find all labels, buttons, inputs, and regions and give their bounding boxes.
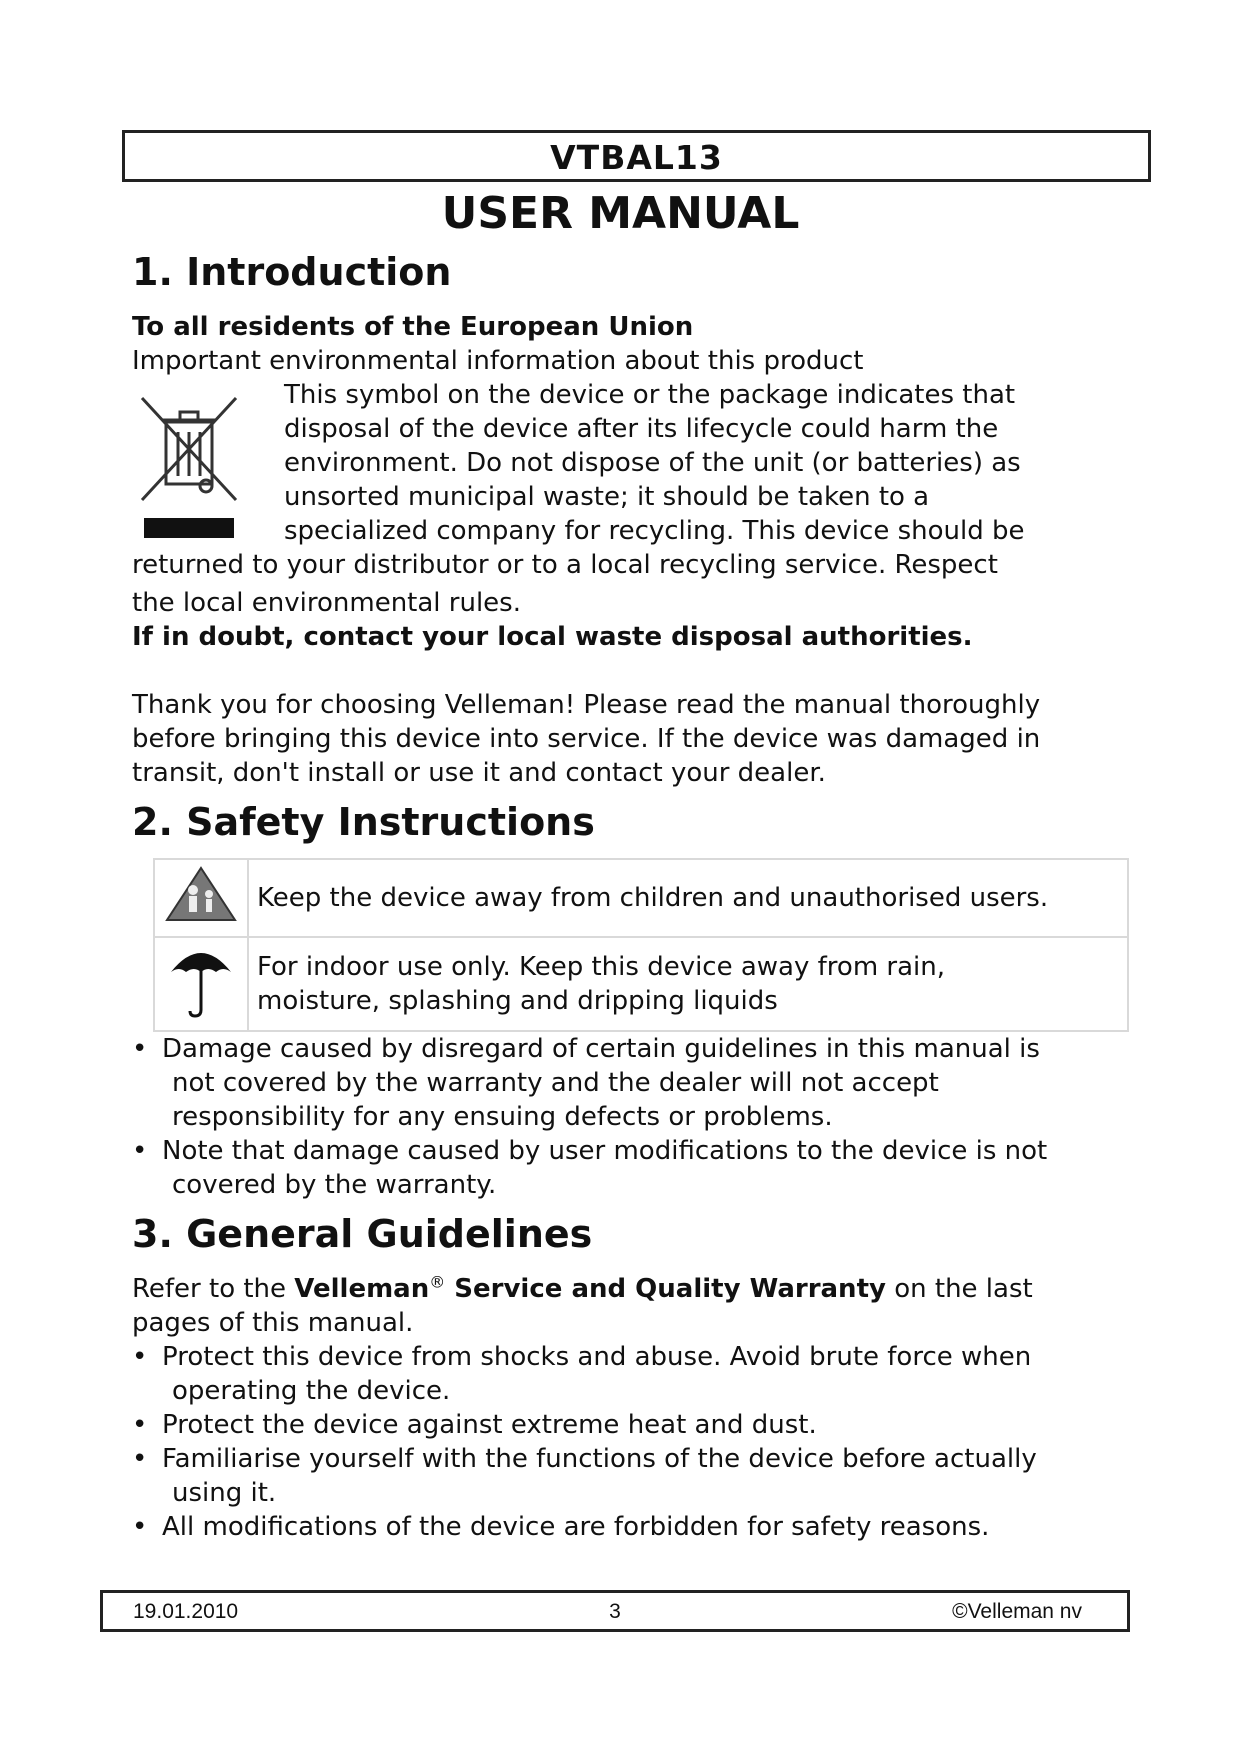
weee-crossed-bin-icon: [136, 392, 242, 542]
bullet-line: • Familiarise yourself with the functions of the device before actually: [162, 1444, 1037, 1474]
section-heading-safety: 2. Safety Instructions: [132, 800, 595, 844]
thanks-text-line: transit, don't install or use it and contact your dealer.: [132, 758, 826, 788]
safety-text-cell: [248, 937, 1128, 1031]
section-heading-general: 3. General Guidelines: [132, 1212, 593, 1256]
safety-icon-cell: [154, 937, 248, 1031]
safety-row: [154, 937, 1128, 1031]
bullet-line: • All modifications of the device are forbidden for safety reasons.: [162, 1512, 990, 1542]
safety-row: [154, 859, 1128, 937]
bullet-line: responsibility for any ensuing defects or problems.: [172, 1102, 833, 1132]
symbol-text-line: unsorted municipal waste; it should be taken to a: [284, 482, 930, 512]
umbrella-icon: [166, 940, 236, 1020]
page-footer: [100, 1590, 1130, 1632]
doubt-notice: If in doubt, contact your local waste disposal authorities.: [132, 622, 973, 652]
return-text-line: returned to your distributor or to a local recycling service. Respect: [132, 550, 998, 580]
symbol-text-line: environment. Do not dispose of the unit (or batteries) as: [284, 448, 1021, 478]
list-item: [132, 1340, 1037, 1408]
model-header: [122, 130, 1151, 182]
bullet-line: • Protect this device from shocks and abuse. Avoid brute force when: [162, 1342, 1032, 1372]
return-text-line: the local environmental rules.: [132, 588, 521, 618]
children-warning-icon: [163, 864, 239, 924]
eu-residents-heading: To all residents of the European Union: [132, 312, 694, 342]
thanks-text-line: Thank you for choosing Velleman! Please read the manual thoroughly: [132, 690, 1041, 720]
refer-suffix: on the last: [885, 1274, 1033, 1304]
refer-warranty-title: Service and Quality Warranty: [445, 1274, 886, 1304]
symbol-text-line: specialized company for recycling. This device should be: [284, 516, 1025, 546]
footer-date: 19.01.2010: [133, 1600, 239, 1623]
safety-bullet-list: [132, 1032, 1047, 1202]
bullet-line: • Note that damage caused by user modifications to the device is not: [162, 1136, 1048, 1166]
bullet-line: • Damage caused by disregard of certain guidelines in this manual is: [162, 1034, 1040, 1064]
bullet-line: covered by the warranty.: [172, 1170, 497, 1200]
bullet-line: using it.: [172, 1478, 277, 1508]
symbol-text-line: disposal of the device after its lifecycle could harm the: [284, 414, 999, 444]
footer-page-number: 3: [609, 1600, 621, 1623]
registered-mark: ®: [429, 1272, 446, 1292]
thanks-text-line: before bringing this device into service. If the device was damaged in: [132, 724, 1041, 754]
safety-icon-cell: [154, 859, 248, 937]
list-item: [132, 1134, 1047, 1202]
bullet-line: operating the device.: [172, 1376, 451, 1406]
safety-text-line: For indoor use only. Keep this device away from rain,: [257, 952, 945, 982]
document-title: USER MANUAL: [441, 188, 800, 239]
list-item: [132, 1032, 1047, 1134]
safety-text-line: moisture, splashing and dripping liquids: [257, 986, 778, 1016]
refer-prefix: Refer to the: [132, 1274, 295, 1304]
env-info-line: Important environmental information about this product: [132, 346, 864, 376]
safety-table: [153, 858, 1129, 1032]
list-item: [132, 1442, 1037, 1510]
list-item: [132, 1408, 1037, 1442]
section-heading-introduction: 1. Introduction: [132, 250, 452, 294]
general-bullet-list: [132, 1340, 1037, 1544]
footer-copyright: ©Velleman nv: [952, 1600, 1082, 1623]
warranty-reference: [132, 1272, 1033, 1306]
model-number: VTBAL13: [550, 138, 723, 177]
symbol-text-line: This symbol on the device or the package indicates that: [284, 380, 1016, 410]
safety-text-cell: [248, 859, 1128, 937]
safety-text-line: Keep the device away from children and unauthorised users.: [257, 883, 1049, 913]
refer-brand: Velleman: [294, 1274, 430, 1304]
bullet-line: not covered by the warranty and the dealer will not accept: [172, 1068, 939, 1098]
list-item: [132, 1510, 1037, 1544]
warranty-reference-line2: pages of this manual.: [132, 1308, 414, 1338]
bullet-line: • Protect the device against extreme heat and dust.: [162, 1410, 817, 1440]
